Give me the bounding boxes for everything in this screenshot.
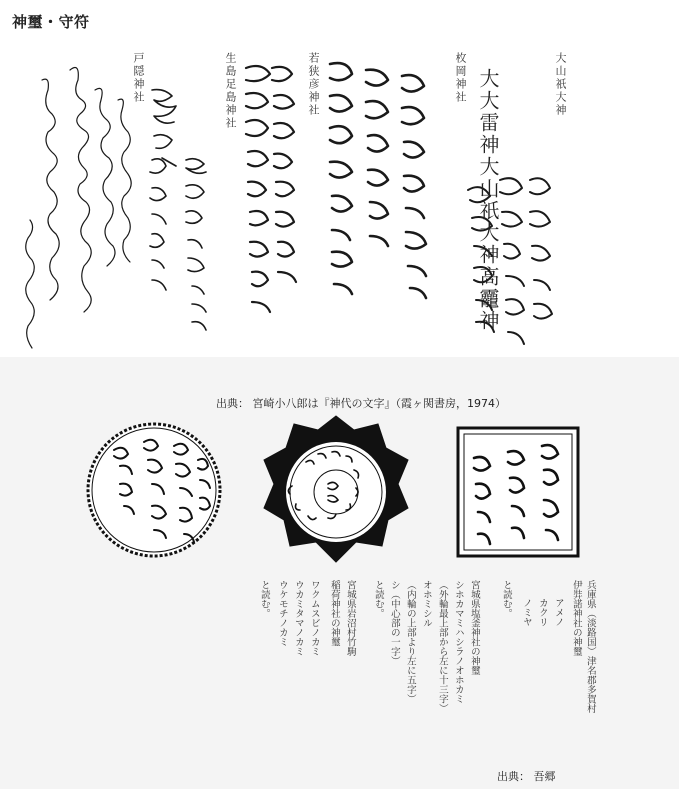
text-col-12: シ（中心部の一字） (388, 580, 400, 666)
text-col-2: 伊弉諾神社の神璽 (570, 580, 582, 656)
text-col-4: カクリ (536, 598, 548, 627)
text-col-10: オホミシル (420, 580, 432, 628)
shiogama-seal (264, 416, 408, 562)
top-scan-image (0, 40, 679, 384)
label-wakasa: 若狭彦神社 (307, 52, 320, 117)
text-col-5: ノミヤ (520, 598, 532, 627)
printed-deity-column: 大大雷神大山祇大神高龗神 (476, 68, 500, 332)
bottom-scan-image (60, 414, 620, 744)
text-col-17: ウカミタマノカミ (292, 580, 304, 656)
takekoma-seal (88, 424, 220, 556)
label-oyamatsumi: 大山祇大神 (554, 52, 567, 117)
text-col-18: ウケモチノカミ (276, 580, 288, 647)
label-togakushi: 戸隠神社 (132, 52, 145, 104)
top-scan-ink (0, 40, 679, 384)
text-col-6: と読む。 (500, 580, 512, 618)
izanagi-seal (458, 428, 578, 556)
source-caption-bottom: 出典： 吾郷 (497, 770, 556, 783)
wakasa-script-columns (246, 66, 296, 312)
text-col-3: アメノ (552, 598, 564, 627)
text-col-19: と読む。 (258, 580, 270, 618)
page-title: 神璽・守符 (12, 13, 90, 31)
text-col-1: 兵庫県（淡路国）津名郡多賀村 (584, 580, 596, 713)
text-col-7: 宮城県塩釜神社の神璽 (468, 580, 480, 675)
text-col-13: と読む。 (372, 580, 384, 618)
label-ikushima: 生島足島神社 (224, 52, 237, 130)
source-caption-top: 出典： 宮崎小八郎は『神代の文字』（霞ヶ関書房，1974） (216, 397, 506, 410)
text-col-9: （外輪最上部から左に十三字） (436, 580, 448, 713)
togakushi-script-columns (26, 68, 131, 348)
text-col-11: （内輪の上部より左に五字） (404, 580, 416, 704)
text-col-8: シホカマミハシラノオホカミ (452, 580, 464, 704)
ikushima-script-columns (150, 90, 206, 330)
seal-illustrations (60, 414, 620, 744)
text-col-15: 稲荷神社の神璽 (328, 580, 340, 647)
label-hiraoka: 枚岡神社 (454, 52, 467, 104)
text-col-16: ワクムスビノカミ (308, 580, 320, 656)
text-col-14: 宮城県岩沼村竹駒 (344, 580, 356, 656)
hiraoka-script-columns (330, 63, 426, 298)
